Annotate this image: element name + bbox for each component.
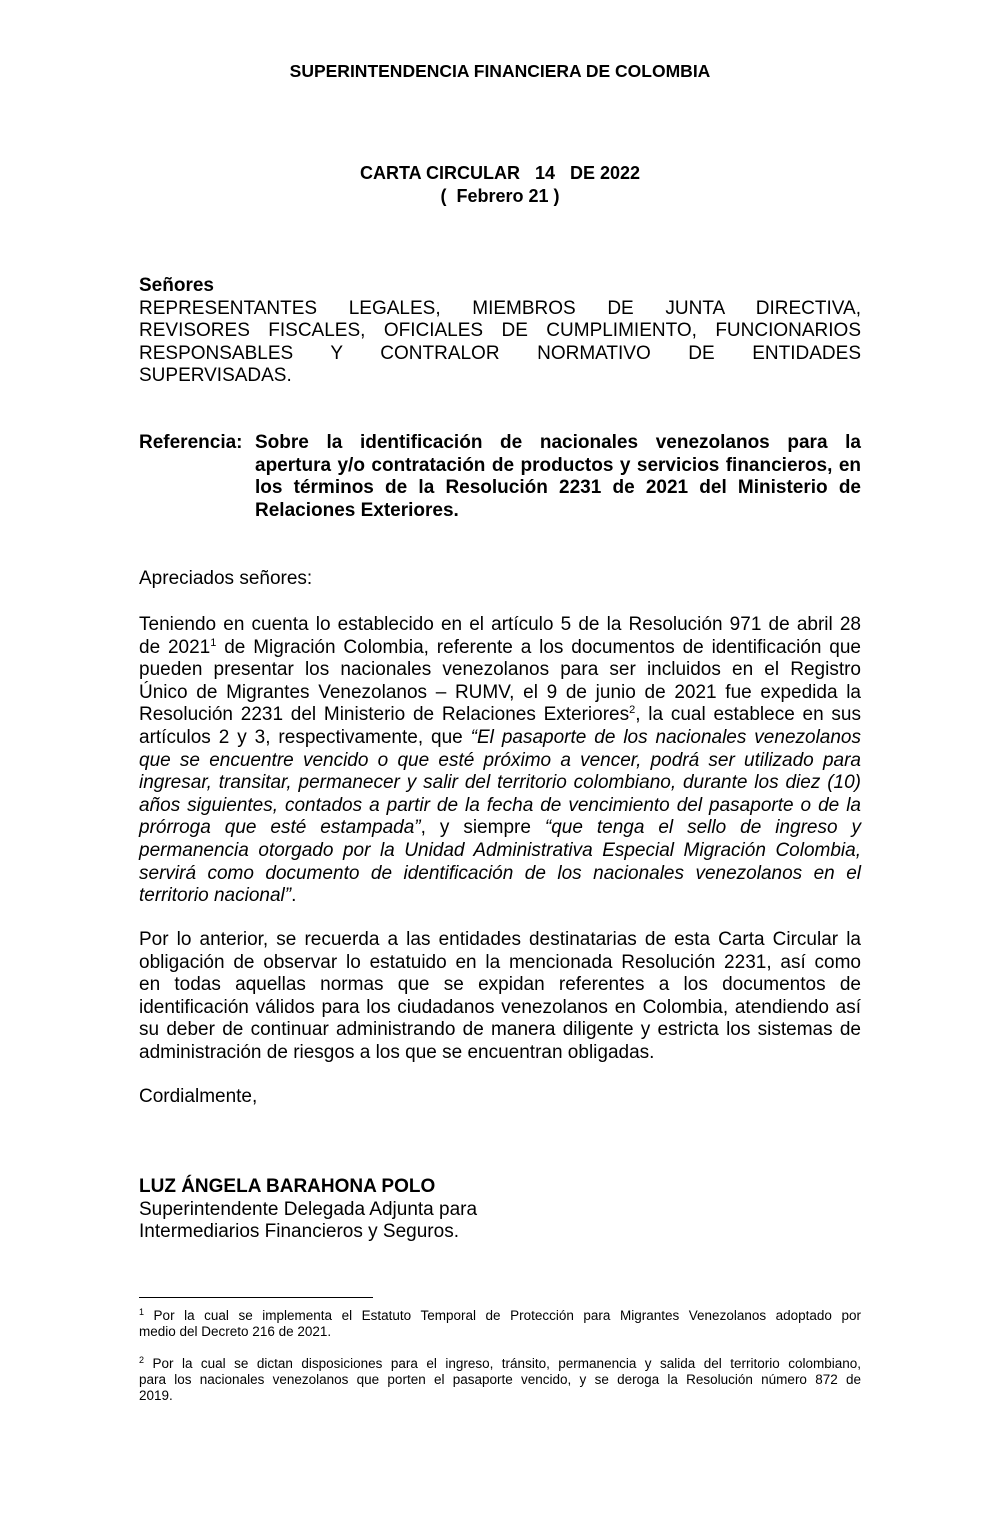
footnote-separator	[139, 1297, 373, 1298]
title-circular-number: CARTA CIRCULAR 14 DE 2022	[359, 163, 641, 183]
paragraph-line	[139, 704, 861, 727]
text-segment: , y siempre	[420, 817, 545, 839]
paragraph-line	[139, 727, 861, 750]
quoted-text: territorio nacional”	[139, 885, 292, 907]
paragraph-line: pueden presentar los nacionales venezolanos para ser incluidos en el Registro	[139, 659, 861, 681]
paragraph-line	[139, 637, 861, 660]
paragraph-line	[139, 817, 861, 840]
paragraph-line: su deber de continuar administrando de manera diligente y estricta los sistemas de	[139, 1019, 861, 1041]
quoted-line: que se encuentre vencido o que esté próximo a vencer, podrá ser utilizado para	[139, 749, 861, 771]
footnote-number: 2	[139, 1355, 145, 1365]
addressee-line: SUPERVISADAS.	[139, 365, 292, 387]
signer-name: LUZ ÁNGELA BARAHONA POLO	[139, 1176, 436, 1197]
signer-position: Superintendente Delegada Adjunta para	[139, 1198, 478, 1220]
footnote-text: Por la cual se implementa el Estatuto Temporal de Protección para Migrantes Venezolanos adoptado por	[144, 1308, 861, 1323]
text-segment: Resolución 2231 del Ministerio de Relaciones Exteriores	[139, 704, 630, 726]
footnote-ref-1[interactable]: 1	[210, 636, 217, 649]
footnotes	[139, 1308, 861, 1420]
paragraph-line: en todas aquellas normas que se expidan referentes a los documentos de	[139, 974, 861, 996]
reference-label: Referencia:	[139, 432, 243, 453]
reference-line: Relaciones Exteriores.	[255, 499, 459, 521]
organization-header: SUPERINTENDENCIA FINANCIERA DE COLOMBIA	[289, 61, 711, 81]
footnote-number: 1	[139, 1307, 145, 1317]
addressee-line: REPRESENTANTES LEGALES, MIEMBROS DE JUNTA DIRECTIVA,	[139, 297, 861, 319]
paragraph-line: Único de Migrantes Venezolanos – RUMV, el 9 de junio de 2021 fue expedida la	[139, 681, 861, 703]
quoted-line: años siguientes, contados a partir de la fecha de vencimiento del pasaporte o de la	[139, 794, 861, 816]
quoted-line: servirá como documento de identificación de los nacionales venezolanos en el	[139, 862, 861, 884]
footnote-2	[139, 1356, 861, 1404]
title-date: ( Febrero 21 )	[440, 186, 560, 206]
text-segment: de Migración Colombia, referente a los documentos de identificación que	[216, 636, 861, 658]
quoted-line: permanencia otorgado por la Unidad Administrativa Especial Migración Colombia,	[139, 839, 861, 861]
closing: Cordialmente,	[139, 1086, 258, 1107]
footnote-line: para los nacionales venezolanos que porten el pasaporte vencido, y se deroga la Resolución número 872 de	[139, 1372, 861, 1387]
footnote-ref-2[interactable]: 2	[629, 704, 636, 717]
text-segment: artículos 2 y 3, respectivamente, que	[139, 726, 471, 748]
footnote-line: 2019.	[139, 1388, 173, 1403]
greeting: Apreciados señores:	[139, 568, 313, 589]
body-paragraph-2	[139, 929, 861, 1065]
signer-position: Intermediarios Financieros y Seguros.	[139, 1221, 459, 1243]
footnote-line	[139, 1308, 861, 1324]
addressee-block	[139, 275, 861, 388]
paragraph-line: administración de riesgos a los que se encuentran obligadas.	[139, 1041, 655, 1063]
footnote-1	[139, 1308, 861, 1340]
reference-block	[139, 432, 861, 522]
body-paragraph-1	[139, 614, 861, 908]
reference-line: Sobre la identificación de nacionales venezolanos para la	[255, 432, 861, 453]
document-title	[139, 162, 861, 208]
footnote-line: medio del Decreto 216 de 2021.	[139, 1324, 332, 1339]
footnote-line	[139, 1356, 861, 1372]
reference-line: apertura y/o contratación de productos y servicios financieros, en	[255, 454, 861, 476]
reference-text	[255, 432, 861, 522]
footnote-text: Por la cual se dictan disposiciones para el ingreso, tránsito, permanencia y salida del territorio colombiano,	[144, 1356, 861, 1371]
paragraph-line: Teniendo en cuenta lo establecido en el artículo 5 de la Resolución 971 de abril 28	[139, 614, 861, 635]
paragraph-line	[139, 885, 861, 908]
quoted-line: ingresar, transitar, permanecer y salir del territorio colombiano, durante los diez (10)	[139, 772, 861, 794]
reference-line: los términos de la Resolución 2231 de 2021 del Ministerio de	[255, 477, 861, 499]
quoted-text: prórroga que esté estampada”	[139, 817, 421, 839]
quoted-text: “que tenga el sello de ingreso y	[544, 817, 861, 839]
paragraph-line: Por lo anterior, se recuerda a las entidades destinatarias de esta Carta Circular la	[139, 929, 861, 950]
signature-block	[139, 1176, 477, 1244]
quoted-text: “El pasaporte de los nacionales venezolanos	[470, 726, 861, 748]
paragraph-line: identificación válidos para los ciudadanos venezolanos en Colombia, atendiendo así	[139, 996, 861, 1018]
text-segment: , la cual establece en sus	[635, 704, 861, 726]
text-segment: .	[291, 885, 297, 907]
addressee-line: REVISORES FISCALES, OFICIALES DE CUMPLIMIENTO, FUNCIONARIOS	[139, 320, 861, 342]
text-segment: de 2021	[139, 636, 211, 658]
addressee-line: RESPONSABLES Y CONTRALOR NORMATIVO DE ENTIDADES	[139, 342, 861, 364]
paragraph-line: obligación de observar lo estatuido en la mencionada Resolución 2231, así como	[139, 951, 861, 973]
salutation: Señores	[139, 275, 214, 296]
